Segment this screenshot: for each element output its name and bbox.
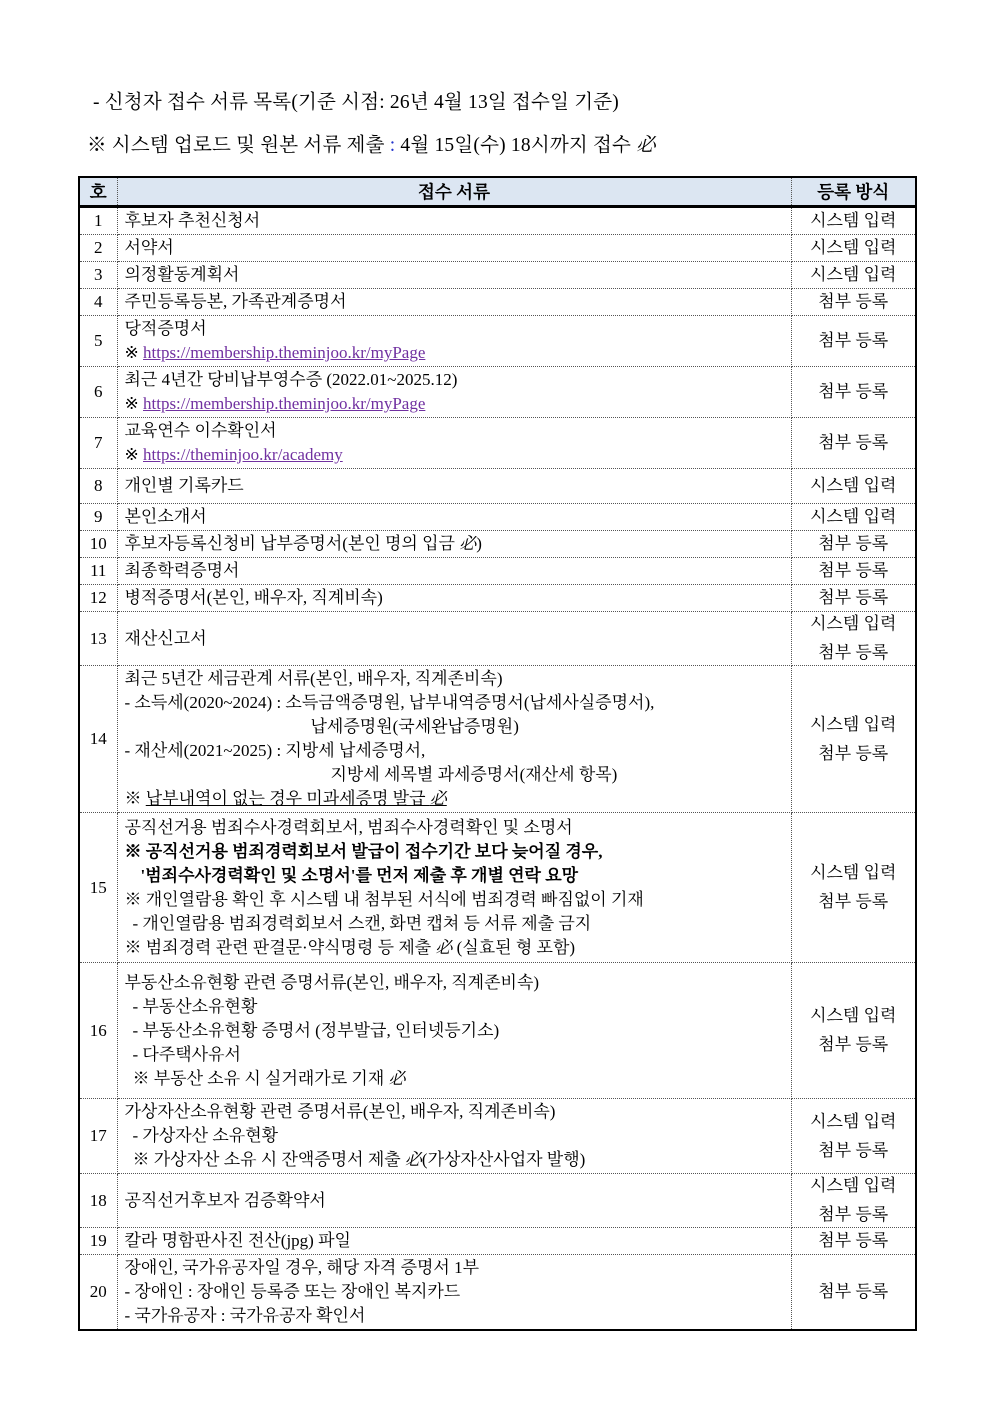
- document-text: - 재산세(2021~2025) : 지방세 납세증명서,: [124, 741, 426, 760]
- method-list: [794, 713, 914, 766]
- reference-mark: ※: [124, 789, 146, 808]
- table-row: [79, 207, 916, 235]
- document-line: [125, 1019, 784, 1043]
- document-text: 후보자 추천신청서: [124, 211, 261, 230]
- document-line: [125, 691, 784, 715]
- method-label: 시스템 입력: [810, 265, 897, 284]
- table-row: [79, 316, 916, 367]
- table-row: [79, 418, 916, 469]
- row-number: 12: [79, 585, 117, 612]
- external-link[interactable]: https://membership.theminjoo.kr/myPage: [143, 394, 426, 413]
- row-number: 16: [79, 963, 117, 1099]
- row-number: 10: [79, 531, 117, 558]
- subtitle-value: 4월 15일(수) 18시까지 접수: [400, 135, 632, 156]
- method-label: 시스템 입력: [810, 507, 897, 526]
- table-row: [79, 1099, 916, 1174]
- reference-mark: ※: [132, 1068, 154, 1088]
- document-text: - 다주택사유서: [132, 1044, 241, 1064]
- document-text: - 소득세(2020~2024) : 소득금액증명원, 납부내역증명서(납세사실증명서),: [124, 693, 655, 712]
- document-line: [125, 787, 784, 811]
- row-documents: [117, 469, 791, 504]
- method-list: [794, 532, 914, 556]
- table-row: [79, 262, 916, 289]
- document-text: 교육연수 이수확인서: [124, 421, 277, 440]
- row-method: [791, 316, 916, 367]
- required-mark: 必: [388, 1068, 406, 1088]
- document-line: [125, 263, 784, 287]
- document-text: - 부동산소유현황: [132, 996, 258, 1016]
- method-list: [794, 1110, 914, 1163]
- method-list: [794, 236, 914, 260]
- document-text: 부동산소유현황 관련 증명서류(본인, 배우자, 직계존비속): [124, 972, 540, 992]
- document-line: [125, 1067, 784, 1091]
- method-list: [794, 559, 914, 583]
- method-list: [794, 1004, 914, 1057]
- document-text: - 개인열람용 범죄경력회보서 스캔, 화면 캡쳐 등 서류 제출 금지: [132, 913, 592, 933]
- document-line: [125, 341, 784, 365]
- document-line: [125, 317, 784, 341]
- document-line: [125, 864, 784, 888]
- document-text: 주민등록등본, 가족관계증명서: [124, 292, 347, 311]
- document-text: - 가상자산 소유현황: [132, 1126, 279, 1145]
- method-list: [794, 1174, 914, 1227]
- document-text: 지방세 세목별 과세증명서(재산세 항목): [330, 765, 618, 784]
- document-line: [125, 474, 784, 498]
- col-header-documents: 접수 서류: [117, 177, 791, 207]
- reference-mark: ※: [124, 841, 146, 861]
- external-link[interactable]: https://theminjoo.kr/academy: [143, 445, 343, 464]
- reference-mark: ※: [132, 1150, 154, 1169]
- method-label: 시스템 입력: [810, 1111, 897, 1131]
- row-documents: [117, 1174, 791, 1228]
- table-row: [79, 289, 916, 316]
- document-line: [125, 368, 784, 392]
- document-line: [125, 971, 784, 995]
- method-list: [794, 290, 914, 314]
- method-label: 첨부 등록: [818, 561, 889, 580]
- row-documents: [117, 1099, 791, 1174]
- row-number: 3: [79, 262, 117, 289]
- method-list: [794, 431, 914, 455]
- method-list: [794, 329, 914, 353]
- row-number: 6: [79, 367, 117, 418]
- subtitle-label: ※ 시스템 업로드 및 원본 서류 제출: [87, 135, 385, 156]
- document-text: 최종학력증명서: [124, 561, 240, 580]
- table-header-row: [79, 177, 916, 207]
- table-row: [79, 1228, 916, 1255]
- row-method: [791, 289, 916, 316]
- document-line: [125, 392, 784, 416]
- document-text: 가상자산소유현황 관련 증명서류(본인, 배우자, 직계존비속): [124, 1102, 556, 1121]
- document-line: [125, 559, 784, 583]
- method-list: [794, 209, 914, 233]
- row-method: [791, 963, 916, 1099]
- table-row: [79, 531, 916, 558]
- method-label: 시스템 입력: [810, 238, 897, 257]
- row-documents: [117, 262, 791, 289]
- reference-mark: ※: [124, 889, 146, 909]
- row-documents: [117, 316, 791, 367]
- row-documents: [117, 558, 791, 585]
- document-line: [125, 236, 784, 260]
- document-line: [125, 290, 784, 314]
- document-line: [125, 505, 784, 529]
- document-line: [125, 209, 784, 233]
- row-number: 1: [79, 207, 117, 235]
- document-text: - 부동산소유현황 증명서 (정부발급, 인터넷등기소): [132, 1020, 500, 1040]
- table-row: [79, 235, 916, 262]
- row-documents: [117, 531, 791, 558]
- page-title: - 신청자 접수 서류 목록(기준 시점: 26년 4월 13일 접수일 기준): [93, 92, 619, 113]
- method-label: 시스템 입력: [810, 614, 897, 633]
- row-number: 5: [79, 316, 117, 367]
- page-subtitle: [87, 129, 992, 157]
- document-text: 장애인, 국가유공자일 경우, 해당 자격 증명서 1부: [124, 1258, 480, 1277]
- external-link[interactable]: https://membership.theminjoo.kr/myPage: [143, 343, 426, 362]
- required-mark: 必: [435, 937, 453, 957]
- method-label: 시스템 입력: [810, 863, 897, 882]
- table-row: [79, 1174, 916, 1228]
- document-text: 범죄경력 관련 판결문·약식명령 등 제출 必 (실효된 형 포함): [145, 937, 576, 957]
- document-line: [125, 419, 784, 443]
- document-text: 의정활동계획서: [124, 265, 240, 284]
- method-label: 첨부 등록: [818, 588, 889, 607]
- document-line: [125, 1256, 784, 1280]
- row-number: 2: [79, 235, 117, 262]
- document-line: [125, 1280, 784, 1304]
- method-label: 첨부 등록: [818, 433, 889, 452]
- row-documents: [117, 666, 791, 813]
- method-label: 첨부 등록: [818, 292, 889, 311]
- document-line: [125, 888, 784, 912]
- method-list: [794, 380, 914, 404]
- table-row: [79, 1255, 916, 1331]
- row-documents: [117, 612, 791, 666]
- method-label: 시스템 입력: [810, 211, 897, 230]
- table-row: [79, 813, 916, 963]
- row-method: [791, 207, 916, 235]
- document-line: [125, 739, 784, 763]
- subtitle-colon: :: [384, 135, 401, 156]
- required-mark: 必: [459, 534, 477, 553]
- documents-table: [78, 176, 917, 1331]
- method-label: 첨부 등록: [818, 1205, 889, 1224]
- row-documents: [117, 1255, 791, 1331]
- row-number: 14: [79, 666, 117, 813]
- method-label: 첨부 등록: [818, 1035, 889, 1054]
- document-text: 개인별 기록카드: [124, 476, 244, 495]
- document-line: [125, 443, 784, 467]
- row-number: 7: [79, 418, 117, 469]
- document-text: - 장애인 : 장애인 등록증 또는 장애인 복지카드: [124, 1282, 461, 1301]
- required-mark: 必: [429, 789, 447, 808]
- method-label: 첨부 등록: [818, 331, 889, 350]
- row-number: 11: [79, 558, 117, 585]
- row-method: [791, 367, 916, 418]
- document-text: 최근 5년간 세금관계 서류(본인, 배우자, 직계존비속): [124, 669, 503, 688]
- document-line: [125, 1043, 784, 1067]
- method-label: 시스템 입력: [810, 476, 897, 495]
- required-mark: 必: [404, 1150, 422, 1169]
- row-number: 13: [79, 612, 117, 666]
- document-text: 납부내역이 없는 경우 미과세증명 발급 必: [145, 789, 447, 808]
- row-method: [791, 235, 916, 262]
- method-label: 시스템 입력: [810, 1176, 897, 1195]
- row-number: 4: [79, 289, 117, 316]
- document-line: [125, 1148, 784, 1172]
- row-number: 20: [79, 1255, 117, 1331]
- document-line: [125, 816, 784, 840]
- method-list: [794, 612, 914, 665]
- row-method: [791, 558, 916, 585]
- document-text: 병적증명서(본인, 배우자, 직계비속): [124, 588, 383, 607]
- table-row: [79, 367, 916, 418]
- document-line: [125, 1189, 784, 1213]
- document-line: [125, 1229, 784, 1253]
- method-label: 첨부 등록: [818, 892, 889, 911]
- reference-mark: ※: [124, 937, 146, 957]
- reference-mark: ※: [124, 445, 143, 464]
- document-text: 공직선거후보자 검증확약서: [124, 1190, 326, 1210]
- reference-mark: ※: [124, 343, 143, 362]
- row-number: 18: [79, 1174, 117, 1228]
- document-line: [125, 763, 784, 787]
- row-documents: [117, 367, 791, 418]
- document-line: [125, 912, 784, 936]
- document-line: [125, 1100, 784, 1124]
- row-method: [791, 1099, 916, 1174]
- subtitle-required-mark: 必: [636, 135, 656, 156]
- document-text: 후보자등록신청비 납부증명서(본인 명의 입금 必): [124, 534, 482, 553]
- row-method: [791, 1255, 916, 1331]
- document-text: 재산신고서: [124, 628, 207, 648]
- method-list: [794, 263, 914, 287]
- method-list: [794, 474, 914, 498]
- table-row: [79, 558, 916, 585]
- document-text: 공직선거용 범죄경력회보서 발급이 접수기간 보다 늦어질 경우,: [145, 841, 603, 861]
- row-method: [791, 531, 916, 558]
- table-body: [79, 207, 916, 1331]
- method-list: [794, 586, 914, 610]
- row-method: [791, 612, 916, 666]
- row-documents: [117, 813, 791, 963]
- table-row: [79, 469, 916, 504]
- row-method: [791, 1228, 916, 1255]
- method-label: 첨부 등록: [818, 643, 889, 662]
- document-text: 칼라 명함판사진 전산(jpg) 파일: [124, 1231, 351, 1250]
- method-label: 시스템 입력: [810, 714, 897, 734]
- row-method: [791, 504, 916, 531]
- table-row: [79, 504, 916, 531]
- document-text: 부동산 소유 시 실거래가로 기재 必: [153, 1068, 406, 1088]
- document-text: 서약서: [124, 238, 174, 257]
- row-number: 19: [79, 1228, 117, 1255]
- row-documents: [117, 235, 791, 262]
- document-line: [125, 840, 784, 864]
- method-label: 첨부 등록: [818, 534, 889, 553]
- row-documents: [117, 289, 791, 316]
- row-number: 17: [79, 1099, 117, 1174]
- row-method: [791, 418, 916, 469]
- document-line: [125, 715, 784, 739]
- row-number: 15: [79, 813, 117, 963]
- document-line: [125, 627, 784, 651]
- method-list: [794, 1229, 914, 1253]
- document-text: '범죄수사경력확인 및 소명서'를 먼저 제출 후 개별 연락 요망: [140, 865, 579, 885]
- row-documents: [117, 963, 791, 1099]
- method-label: 첨부 등록: [818, 1140, 889, 1160]
- document-line: [125, 586, 784, 610]
- document-text: 본인소개서: [124, 507, 207, 526]
- document-text: - 국가유공자 : 국가유공자 확인서: [124, 1306, 366, 1325]
- document-line: [125, 995, 784, 1019]
- method-list: [794, 505, 914, 529]
- table-row: [79, 585, 916, 612]
- row-documents: [117, 207, 791, 235]
- col-header-number: 호: [79, 177, 117, 207]
- row-method: [791, 813, 916, 963]
- method-label: 첨부 등록: [818, 382, 889, 401]
- document-text: 가상자산 소유 시 잔액증명서 제출 必(가상자산사업자 발행): [153, 1150, 586, 1169]
- row-method: [791, 666, 916, 813]
- document-line: [125, 532, 784, 556]
- document-text: 최근 4년간 당비납부영수증 (2022.01~2025.12): [124, 370, 458, 389]
- reference-mark: ※: [124, 394, 143, 413]
- document-text: 납세증명원(국세완납증명원): [310, 717, 519, 736]
- method-label: 첨부 등록: [818, 1282, 889, 1301]
- row-documents: [117, 418, 791, 469]
- method-label: 첨부 등록: [818, 1231, 889, 1250]
- col-header-method: 등록 방식: [791, 177, 916, 207]
- table-row: [79, 963, 916, 1099]
- method-list: [794, 1280, 914, 1304]
- table-row: [79, 666, 916, 813]
- document-line: [125, 1304, 784, 1328]
- document-text: 개인열람용 확인 후 시스템 내 첨부된 서식에 범죄경력 빠짐없이 기재: [145, 889, 644, 909]
- table-row: [79, 612, 916, 666]
- document-line: [125, 936, 784, 960]
- document-text: 당적증명서: [124, 319, 207, 338]
- row-method: [791, 585, 916, 612]
- method-list: [794, 861, 914, 914]
- row-number: 8: [79, 469, 117, 504]
- row-method: [791, 469, 916, 504]
- row-method: [791, 1174, 916, 1228]
- row-documents: [117, 1228, 791, 1255]
- method-label: 시스템 입력: [810, 1006, 897, 1025]
- document-line: [125, 1124, 784, 1148]
- row-number: 9: [79, 504, 117, 531]
- row-documents: [117, 504, 791, 531]
- row-documents: [117, 585, 791, 612]
- document-text: 공직선거용 범죄수사경력회보서, 범죄수사경력확인 및 소명서: [124, 817, 573, 837]
- row-method: [791, 262, 916, 289]
- document-line: [125, 667, 784, 691]
- method-label: 첨부 등록: [818, 743, 889, 763]
